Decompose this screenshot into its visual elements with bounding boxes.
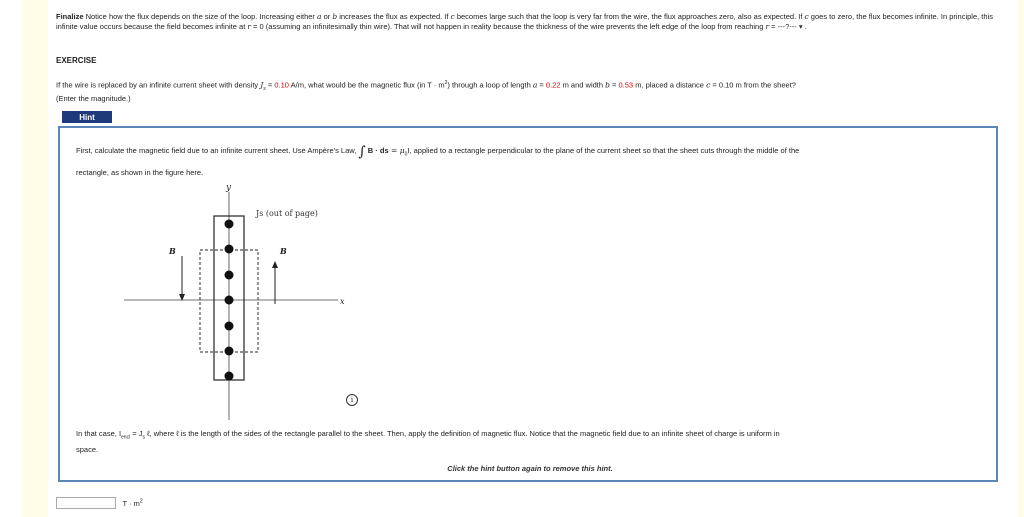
exercise-question: If the wire is replaced by an infinite current sheet with density $J_s = 0.10$ A/m, what would be the magnetic flux (in $T \cdot m^2$) through a loop of length a = 0.22 m and width b = 0.53 m, placed a distance c = 0.10 m from the sheet? (Enter the magnitude.) [56, 80, 796, 103]
right-margin-strip [1018, 0, 1024, 517]
current-dot [225, 271, 234, 280]
answer-input[interactable] [56, 497, 116, 509]
b-label-right: B [280, 246, 287, 256]
b-value: 0.53 [618, 80, 634, 90]
js-label: Js (out of page) [256, 209, 318, 218]
js-value: 0.10 [274, 80, 289, 90]
current-dot [225, 220, 234, 229]
left-margin-strip [22, 0, 48, 517]
info-icon[interactable]: i [346, 394, 358, 406]
hint-text-figure: rectangle, as shown in the figure here. [76, 168, 204, 177]
current-dot [225, 245, 234, 254]
r-select-dropdown[interactable]: ---?--- ▾ [777, 22, 803, 31]
hint-button[interactable]: Hint [62, 111, 112, 123]
current-dot [225, 296, 234, 305]
exercise-heading: EXERCISE [56, 56, 97, 65]
arrow-head-up [272, 261, 278, 268]
hint-text-flux: In that case, $I_{encl} = J_s$ ℓ, where ℓ is the length of the sides of the rectangle parallel to the sheet. Then, apply the definition of magnetic flux. Notice that the magnetic field due to an infinite sheet of charge is uniform in space. [76, 429, 780, 454]
current-dot [225, 347, 234, 356]
finalize-paragraph: Finalize Notice how the flux depends on the size of the loop. Increasing either a or b increases the flux as expected. If c becomes large such that the loop is very far from the wire, the flux approaches zero, also as expected. If c goes to zero, the flux becomes infinite. In principle, this infinite value occurs because the field becomes infinite at r = 0 (assuming an infinitesimally thin wire). That will not happen in reality because the thickness of the wire prevents the left edge of the loop from reaching r = ---?--- ▾ . [56, 12, 993, 31]
remove-hint-note: Click the hint button again to remove this hint. [447, 464, 613, 473]
left-rail [0, 0, 22, 517]
answer-unit: $T \cdot m^2$ [122, 498, 143, 508]
current-dot [225, 372, 234, 381]
x-axis-label: x [340, 297, 345, 306]
current-dot [225, 322, 234, 331]
current-sheet-figure [120, 180, 370, 420]
hint-text-ampere: First, calculate the magnetic field due to an infinite current sheet. Use Ampère's Law, ∫ B · ds = $\mu_0I$, applied to a rectangle perpendicular to the plane of the current sheet so that the sheet cuts through the middle of the [76, 144, 800, 160]
integral-symbol: ∫ [358, 144, 366, 160]
answer-row [56, 494, 143, 512]
b-label-left: B [169, 246, 176, 256]
finalize-label: Finalize [56, 12, 84, 21]
hint-panel [58, 126, 998, 482]
y-axis-label: y [226, 183, 232, 193]
a-value: 0.22 [545, 80, 561, 90]
